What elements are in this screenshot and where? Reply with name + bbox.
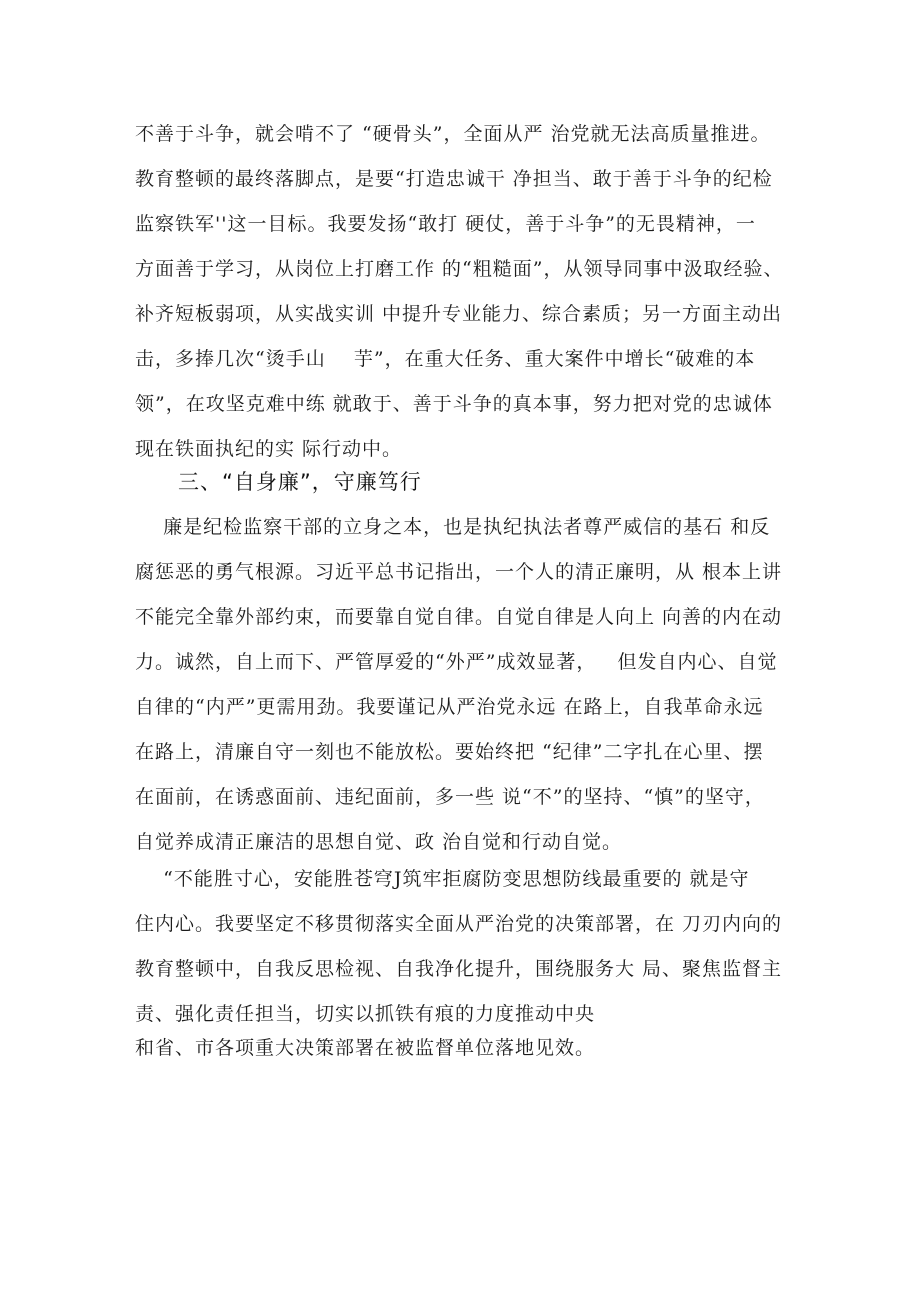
text-line: 和省、市各项重大决策部署在被监督单位落地见效。 bbox=[135, 1037, 596, 1059]
text-line: 不能完全靠外部约束，而要靠自觉自律。自觉自律是人向上 向善的内在动 bbox=[135, 606, 783, 628]
text-line: 领”，在攻坚克难中练 就敢于、善于斗争的真本事，努力把对党的忠诚体 bbox=[135, 393, 773, 415]
text-line: 击，多捧几次“烫手山 芋”，在重大任务、重大案件中增长“破难的本 bbox=[135, 348, 756, 370]
text-line: 现在铁面执纪的实 际行动中。 bbox=[135, 438, 403, 460]
text-line: 教育整顿中，自我反思检视、自我净化提升，围绕服务大 局、聚焦监督主 bbox=[135, 958, 783, 980]
text-line: 教育整顿的最终落脚点，是要“打造忠诚干 净担当、敢于善于斗争的纪检 bbox=[135, 168, 773, 190]
text-line: 住内心。我要坚定不移贯彻落实全面从严治党的决策部署，在 刀刃内向的 bbox=[135, 913, 783, 935]
text-line: 监察铁军''这一目标。我要发扬“敢打 硬仗，善于斗争”的无畏精神，一 bbox=[135, 213, 756, 235]
text-line: 补齐短板弱项，从实战实训 中提升专业能力、综合素质；另一方面主动出 bbox=[135, 303, 783, 325]
text-line: 在路上，清廉自守一刻也不能放松。要始终把 “纪律”二字扎在心里、摆 bbox=[135, 741, 764, 763]
text-line: 方面善于学习，从岗位上打磨工作 的“粗糙面”，从领导同事中汲取经验、 bbox=[135, 258, 784, 280]
text-line: “不能胜寸心，安能胜苍穹J筑牢拒腐防变思想防线最重要的 就是守 bbox=[135, 868, 750, 890]
text-line: 腐惩恶的勇气根源。习近平总书记指出，一个人的清正廉明，从 根本上讲 bbox=[135, 561, 783, 583]
text-line: 自觉养成清正廉洁的思想自觉、政 治自觉和行动自觉。 bbox=[135, 831, 623, 853]
text-line: 责、强化责任担当，切实以抓铁有痕的力度推动中央 bbox=[135, 1003, 596, 1025]
text-line: 廉是纪检监察干部的立身之本，也是执纪执法者尊严威信的基石 和反 bbox=[135, 516, 771, 538]
text-line: 在面前，在诱惑面前、违纪面前，多一些 说“不”的坚持、“慎”的坚守， bbox=[135, 786, 765, 808]
section-heading: 三、“自身廉”，守廉笃行 bbox=[178, 470, 422, 494]
text-line: 自律的“内严”更需用劲。我要谨记从严治党永远 在路上，自我革命永远 bbox=[135, 696, 764, 718]
text-line: 力。诚然，自上而下、严管厚爱的“外严”成效显著， 但发自内心、自觉 bbox=[135, 651, 778, 673]
text-line: 不善于斗争，就会啃不了 “硬骨头”，全面从严 治党就无法高质量推进。 bbox=[135, 123, 771, 145]
